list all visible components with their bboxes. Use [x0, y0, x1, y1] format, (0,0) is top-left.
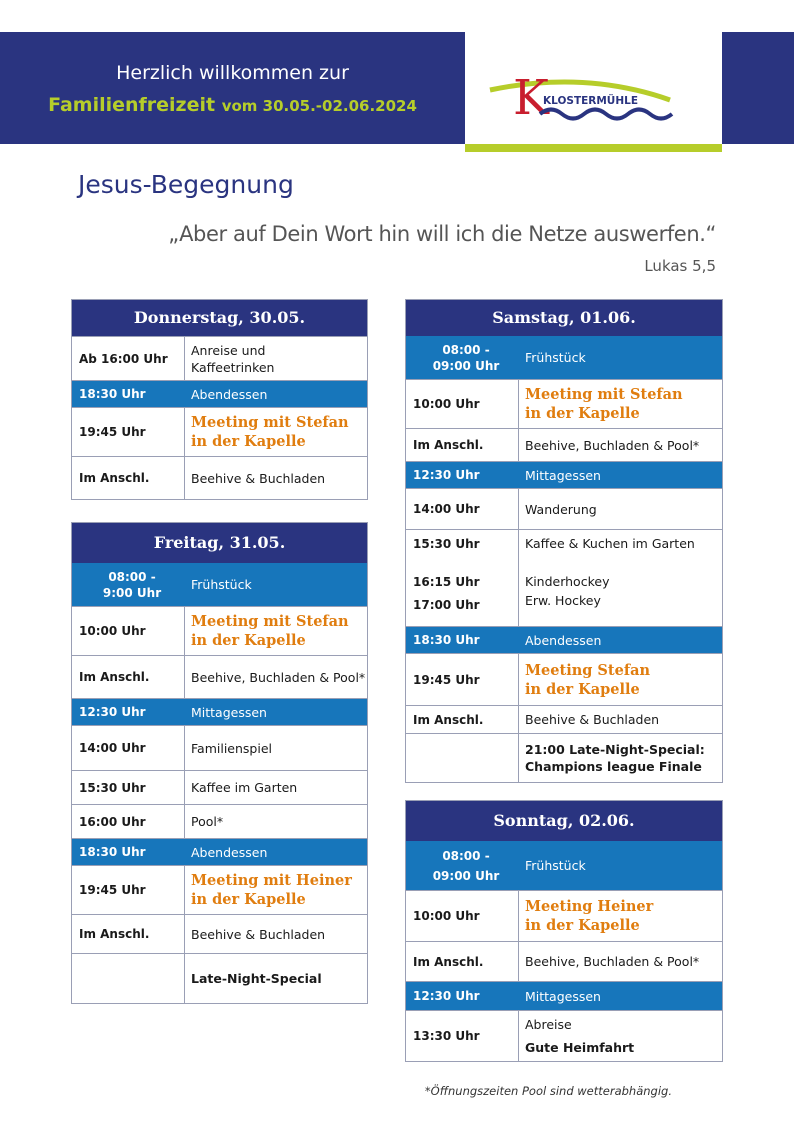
day-title: Freitag, 31.05.	[72, 523, 367, 563]
activity-line: Meeting mit Stefan	[191, 414, 349, 431]
schedule-row	[72, 770, 367, 804]
row-activity-meeting	[185, 408, 367, 456]
activity-line: Kaffeetrinken	[191, 359, 275, 375]
row-time: Im Anschl.	[72, 915, 185, 953]
schedule-row-meal	[72, 563, 367, 606]
schedule-row-meal	[72, 838, 367, 865]
row-activity: Mittagessen	[525, 988, 601, 1004]
activity-line: Meeting mit Heiner	[191, 872, 352, 889]
schedule-row	[72, 865, 367, 914]
time-line: 09:00 Uhr	[432, 358, 500, 373]
klostermuehle-logo	[465, 32, 722, 144]
time-line: 17:00 Uhr	[413, 598, 480, 612]
schedule-row	[406, 488, 722, 529]
schedule-row-meal	[406, 981, 722, 1010]
row-activity	[185, 337, 367, 380]
page-title: Jesus-Begegnung	[78, 170, 294, 199]
row-activity: Late-Night-Special	[191, 971, 322, 986]
activity-line: in der Kapelle	[525, 405, 640, 422]
row-activity: Beehive & Buchladen	[191, 470, 326, 486]
row-time: Im Anschl.	[406, 706, 519, 733]
row-time: 19:45 Uhr	[406, 654, 519, 705]
row-activity: Abendessen	[191, 386, 268, 402]
day-saturday	[405, 299, 723, 783]
row-time: 19:45 Uhr	[72, 866, 185, 914]
row-time: 12:30 Uhr	[79, 705, 146, 719]
row-activity: Wanderung	[525, 501, 597, 517]
row-time: 18:30 Uhr	[79, 387, 146, 401]
schedule-row-meal	[406, 841, 722, 890]
activity-line: in der Kapelle	[191, 433, 306, 450]
day-title: Samstag, 01.06.	[406, 300, 722, 336]
logo-accent-bar	[465, 144, 722, 152]
event-dates: vom 30.05.-02.06.2024	[221, 97, 417, 115]
activity-line: Kinderhockey	[525, 574, 610, 589]
row-activity: Beehive, Buchladen & Pool*	[191, 669, 366, 685]
row-time: 18:30 Uhr	[79, 845, 146, 859]
schedule-row	[406, 941, 722, 981]
row-time: 10:00 Uhr	[406, 380, 519, 428]
logo-text: KLOSTERMÜHLE	[543, 95, 638, 107]
schedule-row	[72, 606, 367, 655]
row-activity: Mittagessen	[525, 467, 601, 483]
schedule-row-meal	[406, 461, 722, 488]
row-activity-meeting	[519, 380, 722, 428]
row-activity	[519, 1011, 722, 1061]
schedule-row	[72, 456, 367, 499]
bible-quote: „Aber auf Dein Wort hin will ich die Netze auswerfen.“	[168, 222, 716, 246]
row-activity: Beehive, Buchladen & Pool*	[525, 437, 700, 453]
activity-line: in der Kapelle	[525, 917, 640, 934]
row-time: Im Anschl.	[406, 429, 519, 461]
row-activity	[519, 734, 722, 782]
row-time: 19:45 Uhr	[72, 408, 185, 456]
time-line: 08:00 -	[442, 848, 490, 863]
row-time: Im Anschl.	[72, 457, 185, 499]
row-time: 14:00 Uhr	[72, 726, 185, 770]
logo	[465, 32, 722, 144]
row-time	[406, 530, 519, 626]
activity-line: Anreise und	[191, 342, 266, 358]
row-time	[72, 563, 185, 606]
schedule-row	[72, 953, 367, 1003]
schedule-row	[406, 529, 722, 626]
row-time: 16:00 Uhr	[72, 805, 185, 838]
row-activity: Kaffee im Garten	[191, 780, 298, 795]
row-time: 18:30 Uhr	[413, 633, 480, 647]
schedule-row	[72, 725, 367, 770]
row-activity: Abendessen	[525, 632, 602, 648]
time-line: 08:00 -	[442, 342, 490, 357]
schedule-row	[72, 336, 367, 380]
schedule-row	[406, 653, 722, 705]
header-banner	[0, 32, 465, 144]
event-line	[0, 94, 465, 116]
schedule-row	[72, 655, 367, 698]
row-activity-meeting	[519, 891, 722, 941]
row-activity: Pool*	[191, 814, 224, 829]
schedule-row	[72, 407, 367, 456]
activity-line: in der Kapelle	[191, 891, 306, 908]
row-time: 14:00 Uhr	[406, 489, 519, 529]
time-line: 16:15 Uhr	[413, 575, 480, 589]
row-activity: Mittagessen	[191, 704, 267, 720]
schedule-row	[406, 1010, 722, 1061]
schedule-row	[406, 379, 722, 428]
row-activity: Beehive & Buchladen	[525, 712, 660, 727]
activity-line: Meeting Heiner	[525, 898, 654, 915]
schedule-row-meal	[72, 380, 367, 407]
row-activity: Beehive, Buchladen & Pool*	[525, 954, 700, 969]
schedule-row-meal	[72, 698, 367, 725]
row-time	[406, 734, 519, 782]
row-time: 13:30 Uhr	[406, 1011, 519, 1061]
time-line: 08:00 -	[108, 569, 156, 584]
schedule-row	[72, 804, 367, 838]
activity-line: in der Kapelle	[525, 680, 640, 698]
day-title: Sonntag, 02.06.	[406, 801, 722, 841]
row-time: Im Anschl.	[72, 656, 185, 698]
activity-line: Gute Heimfahrt	[525, 1040, 635, 1055]
row-time: 10:00 Uhr	[406, 891, 519, 941]
row-activity: Frühstück	[525, 858, 586, 873]
logo-letter: K	[513, 70, 549, 126]
time-line: 09:00 Uhr	[432, 868, 500, 883]
event-name: Familienfreizeit	[48, 94, 216, 116]
activity-line: Kaffee & Kuchen im Garten	[525, 536, 695, 551]
day-title: Donnerstag, 30.05.	[72, 300, 367, 336]
schedule-row	[72, 914, 367, 953]
activity-line: Abreise	[525, 1017, 572, 1032]
schedule-row	[406, 705, 722, 733]
row-time	[406, 336, 519, 379]
row-activity-meeting	[519, 654, 722, 705]
row-activity: Beehive & Buchladen	[191, 926, 326, 942]
activity-line: Meeting mit Stefan	[191, 613, 349, 630]
schedule-row-meal	[406, 336, 722, 379]
schedule-row-meal	[406, 626, 722, 653]
row-activity: Frühstück	[525, 350, 586, 365]
row-activity	[519, 530, 722, 626]
activity-line: Meeting mit Stefan	[525, 386, 683, 403]
row-time	[406, 841, 519, 890]
row-activity-meeting	[185, 607, 367, 655]
welcome-line: Herzlich willkommen zur	[116, 62, 349, 84]
day-thursday	[71, 299, 368, 500]
row-time: 15:30 Uhr	[72, 771, 185, 804]
row-activity: Frühstück	[191, 577, 252, 592]
quote-reference: Lukas 5,5	[644, 257, 716, 275]
row-time: 10:00 Uhr	[72, 607, 185, 655]
row-time	[72, 954, 185, 1003]
row-activity-meeting	[185, 866, 367, 914]
pool-footnote: *Öffnungszeiten Pool sind wetterabhängig.	[424, 1084, 672, 1098]
activity-line: Meeting Stefan	[525, 661, 651, 679]
schedule-row	[406, 890, 722, 941]
activity-line: Erw. Hockey	[525, 593, 601, 608]
time-line: 15:30 Uhr	[413, 537, 480, 551]
day-sunday	[405, 800, 723, 1062]
day-friday	[71, 522, 368, 1004]
row-time: 12:30 Uhr	[413, 468, 480, 482]
header-banner-right	[722, 32, 794, 144]
row-time: 12:30 Uhr	[413, 989, 480, 1003]
row-time: Im Anschl.	[406, 942, 519, 981]
schedule-row	[406, 428, 722, 461]
activity-line: in der Kapelle	[191, 632, 306, 649]
schedule-row	[406, 733, 722, 782]
row-activity: Abendessen	[191, 844, 268, 860]
time-line: 9:00 Uhr	[102, 585, 162, 600]
row-activity: Familienspiel	[191, 740, 272, 756]
activity-line: 21:00 Late-Night-Special:	[525, 742, 705, 757]
activity-line: Champions league Finale	[525, 759, 702, 774]
row-time: Ab 16:00 Uhr	[72, 337, 185, 380]
